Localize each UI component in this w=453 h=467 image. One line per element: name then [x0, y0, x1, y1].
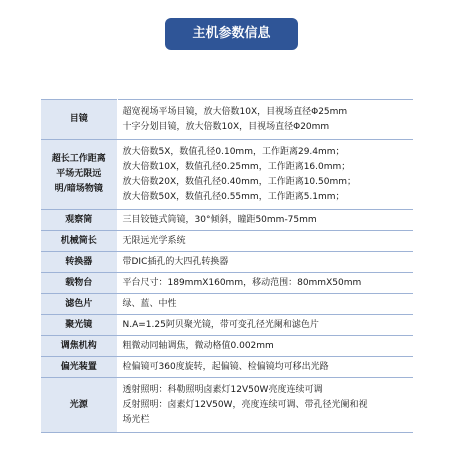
value-line: 无限远光学系统	[122, 235, 186, 246]
table-row	[41, 273, 413, 294]
table-row	[41, 140, 413, 210]
table-row	[41, 100, 413, 140]
value-line: 粗微动同轴调焦，微动格值0.002mm	[122, 340, 274, 351]
value-line: 透射照明：科勒照明卤素灯12V50W亮度连续可调	[122, 384, 323, 395]
value-line: 三目铰链式筒镜，30°倾斜，瞳距50mm-75mm	[122, 214, 317, 225]
row-value-focusing	[117, 336, 413, 357]
row-label-polarizer: 偏光装置	[41, 357, 117, 378]
spec-table	[41, 99, 413, 433]
row-label-nosepiece: 转换器	[41, 252, 117, 273]
value-line: 放大倍数10X，数值孔径0.25mm，工作距离16.0mm；	[122, 161, 351, 172]
table-row	[41, 231, 413, 252]
value-line: 放大倍数20X，数值孔径0.40mm，工作距离10.50mm；	[122, 176, 356, 187]
table-row	[41, 357, 413, 378]
row-value-eyepiece	[117, 100, 413, 140]
page-title: 主机参数信息	[165, 18, 298, 50]
row-value-viewing-tube	[117, 210, 413, 231]
table-row	[41, 315, 413, 336]
value-line: 超宽视场平场目镜，放大倍数10X，目视场直径Φ25mm	[122, 106, 348, 117]
value-line: 放大倍数5X，数值孔径0.10mm，工作距离29.4mm；	[122, 146, 345, 157]
table-row	[41, 294, 413, 315]
row-label-light-source: 光源	[41, 378, 117, 433]
row-label-objective: 超长工作距离平场无限远明/暗场物镜	[41, 140, 117, 210]
row-value-condenser	[117, 315, 413, 336]
row-value-tube-length	[117, 231, 413, 252]
row-label-filter: 滤色片	[41, 294, 117, 315]
table-row	[41, 210, 413, 231]
table-row	[41, 378, 413, 433]
row-label-eyepiece: 目镜	[41, 100, 117, 140]
value-line: N.A=1.25阿贝聚光镜，带可变孔径光阑和滤色片	[122, 319, 319, 330]
value-line: 绿、蓝、中性	[122, 298, 177, 309]
value-line: 平台尺寸：189mmX160mm，移动范围：80mmX50mm	[122, 277, 362, 288]
row-label-condenser: 聚光镜	[41, 315, 117, 336]
row-label-tube-length: 机械筒长	[41, 231, 117, 252]
value-line: 反射照明：卤素灯12V50W，亮度连续可调、带孔径光阑和视	[122, 399, 368, 410]
row-value-light-source	[117, 378, 413, 433]
value-line: 十字分划目镜，放大倍数10X，目视场直径Φ20mm	[122, 121, 330, 132]
row-value-objective	[117, 140, 413, 210]
row-value-nosepiece	[117, 252, 413, 273]
row-value-filter	[117, 294, 413, 315]
row-label-stage: 载物台	[41, 273, 117, 294]
value-line: 带DIC插孔的大四孔转换器	[122, 256, 229, 267]
row-label-viewing-tube: 观察筒	[41, 210, 117, 231]
value-line: 场光栏	[122, 414, 150, 425]
value-line: 检偏镜可360度旋转，起偏镜、检偏镜均可移出光路	[122, 361, 329, 372]
table-row	[41, 336, 413, 357]
table-row	[41, 252, 413, 273]
row-label-focusing: 调焦机构	[41, 336, 117, 357]
row-value-stage	[117, 273, 413, 294]
value-line: 放大倍数50X，数值孔径0.55mm，工作距离5.1mm；	[122, 191, 345, 202]
row-value-polarizer	[117, 357, 413, 378]
